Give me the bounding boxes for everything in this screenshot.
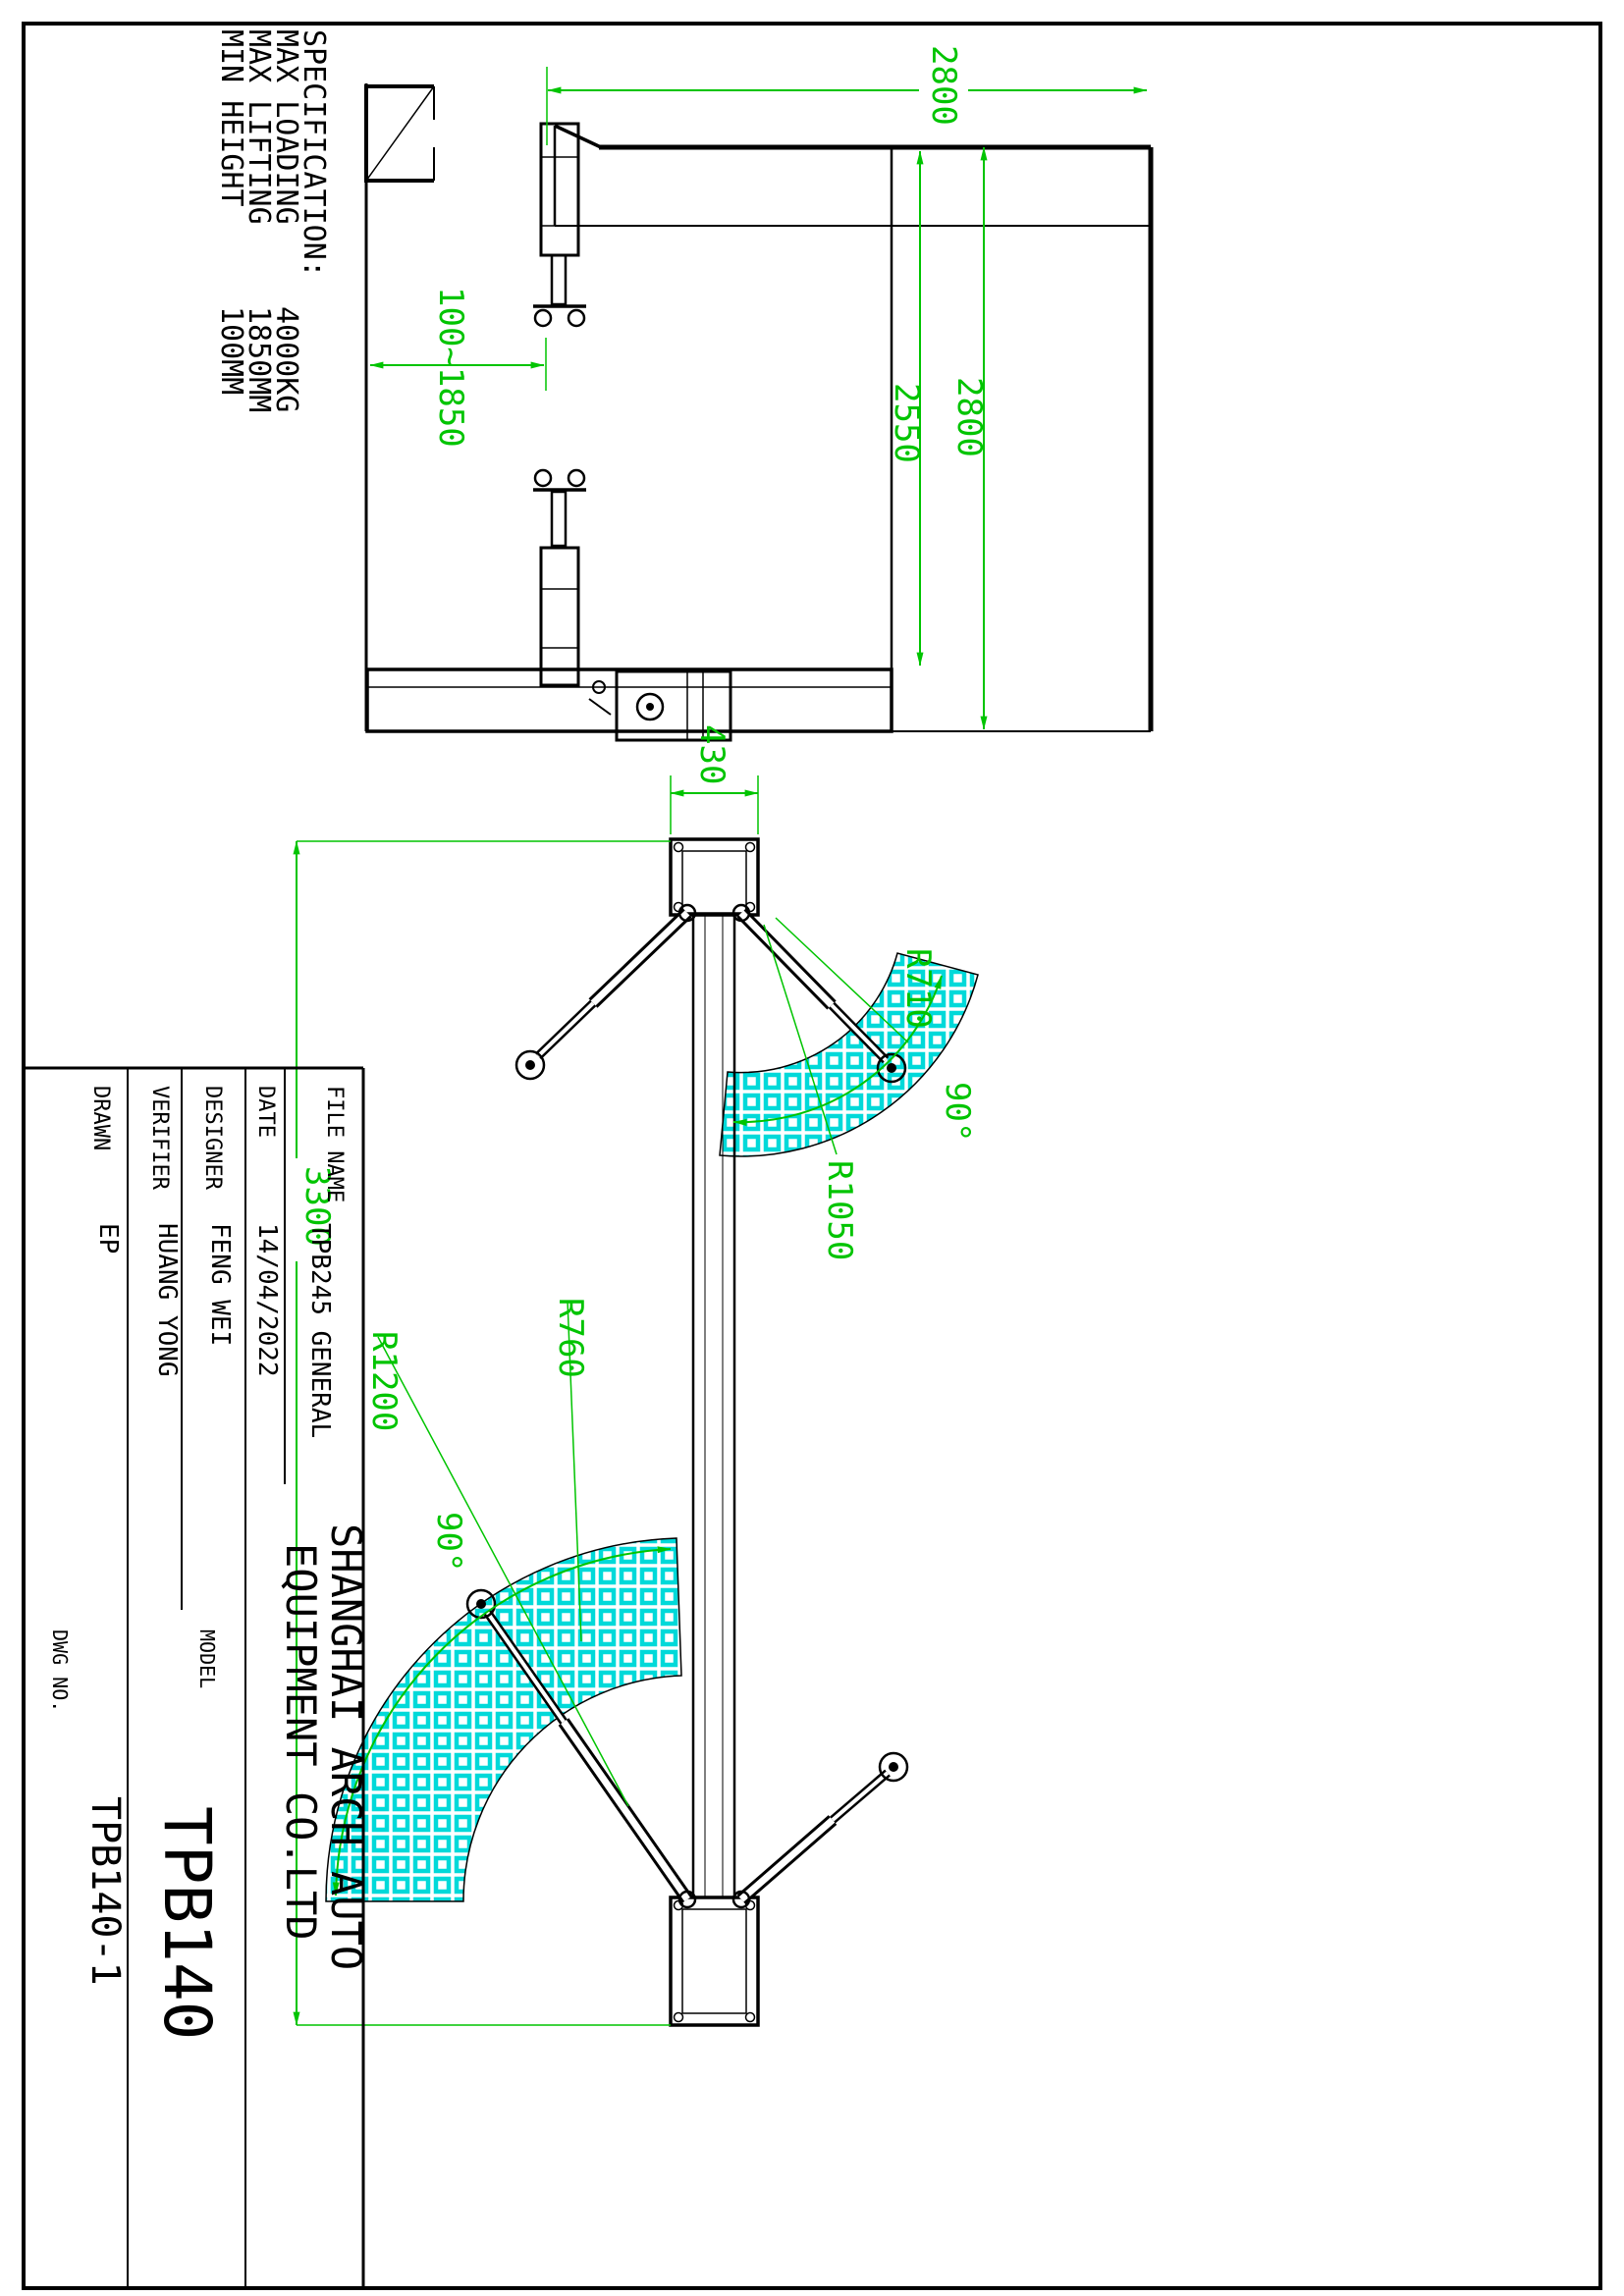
plan-top-post	[671, 839, 758, 915]
company-name-line1: SHANGHAI ARCH AUTO	[322, 1523, 370, 1971]
spec-label-max-lifting: MAX LIFTING	[242, 29, 276, 225]
company-name-line2: EQUIPMENT CO.LTD	[277, 1543, 325, 1941]
plan-view	[297, 724, 978, 2025]
dim-text-inner-width: 2550	[887, 383, 926, 463]
dim-text-long-arm-max: R1200	[364, 1331, 404, 1432]
drawn-value: EP	[93, 1223, 123, 1255]
plan-bottom-post	[671, 1897, 758, 2025]
model-label: MODEL	[195, 1629, 219, 1689]
floor-plate	[693, 915, 734, 1897]
swing-arm-top-left	[516, 905, 695, 1079]
drawn-label: DRAWN	[88, 1086, 113, 1151]
spec-label-min-height: MIN HEIGHT	[214, 29, 248, 207]
date-label: DATE	[253, 1086, 278, 1138]
verifier-value: HUANG YONG	[152, 1223, 182, 1377]
front-view	[366, 45, 1151, 740]
dim-text-short-arm-min: R710	[898, 948, 938, 1029]
spec-value-max-lifting: 1850MM	[242, 306, 276, 413]
title-block	[25, 1068, 370, 2287]
designer-label: DESIGNER	[200, 1086, 225, 1190]
dim-text-overall-width: 2800	[949, 377, 989, 457]
dim-text-short-arm-max: R1050	[820, 1160, 859, 1261]
specification-block	[214, 29, 331, 412]
dim-text-right-sweep: 90°	[938, 1082, 977, 1143]
post-base-bracket	[366, 86, 434, 181]
lift-post-body	[367, 669, 1151, 731]
specification-title: SPECIFICATION:	[297, 29, 331, 278]
dwg-no-label: DWG NO.	[48, 1629, 72, 1713]
spec-label-max-loading: MAX LOADING	[269, 29, 303, 225]
file-name-label: FILE NAME	[322, 1086, 347, 1203]
carriage-lower	[533, 470, 586, 685]
verifier-label: VERIFIER	[147, 1086, 172, 1190]
date-value: 14/04/2022	[252, 1223, 282, 1377]
lift-post-rail	[555, 126, 1151, 226]
dim-text-post-width: 430	[692, 724, 731, 785]
file-name-value: TPB245 GENERAL	[305, 1223, 335, 1439]
dim-text-overall-length: 3300	[298, 1166, 337, 1247]
model-value: TPB140	[149, 1806, 225, 2041]
swing-arm-bottom-right	[733, 1753, 907, 1907]
long-arm-sweep-area	[326, 1538, 681, 1901]
dim-text-overall-height: 2800	[924, 45, 963, 126]
dim-text-long-arm-min: R760	[551, 1298, 590, 1378]
spec-value-max-loading: 4000KG	[269, 306, 303, 413]
dim-text-left-sweep: 90°	[429, 1512, 468, 1573]
dim-text-lifting-range: 100~1850	[431, 287, 470, 448]
dwg-no-value: TPB140-1	[82, 1796, 128, 1986]
designer-value: FENG WEI	[205, 1223, 235, 1347]
spec-value-min-height: 100MM	[214, 306, 248, 396]
